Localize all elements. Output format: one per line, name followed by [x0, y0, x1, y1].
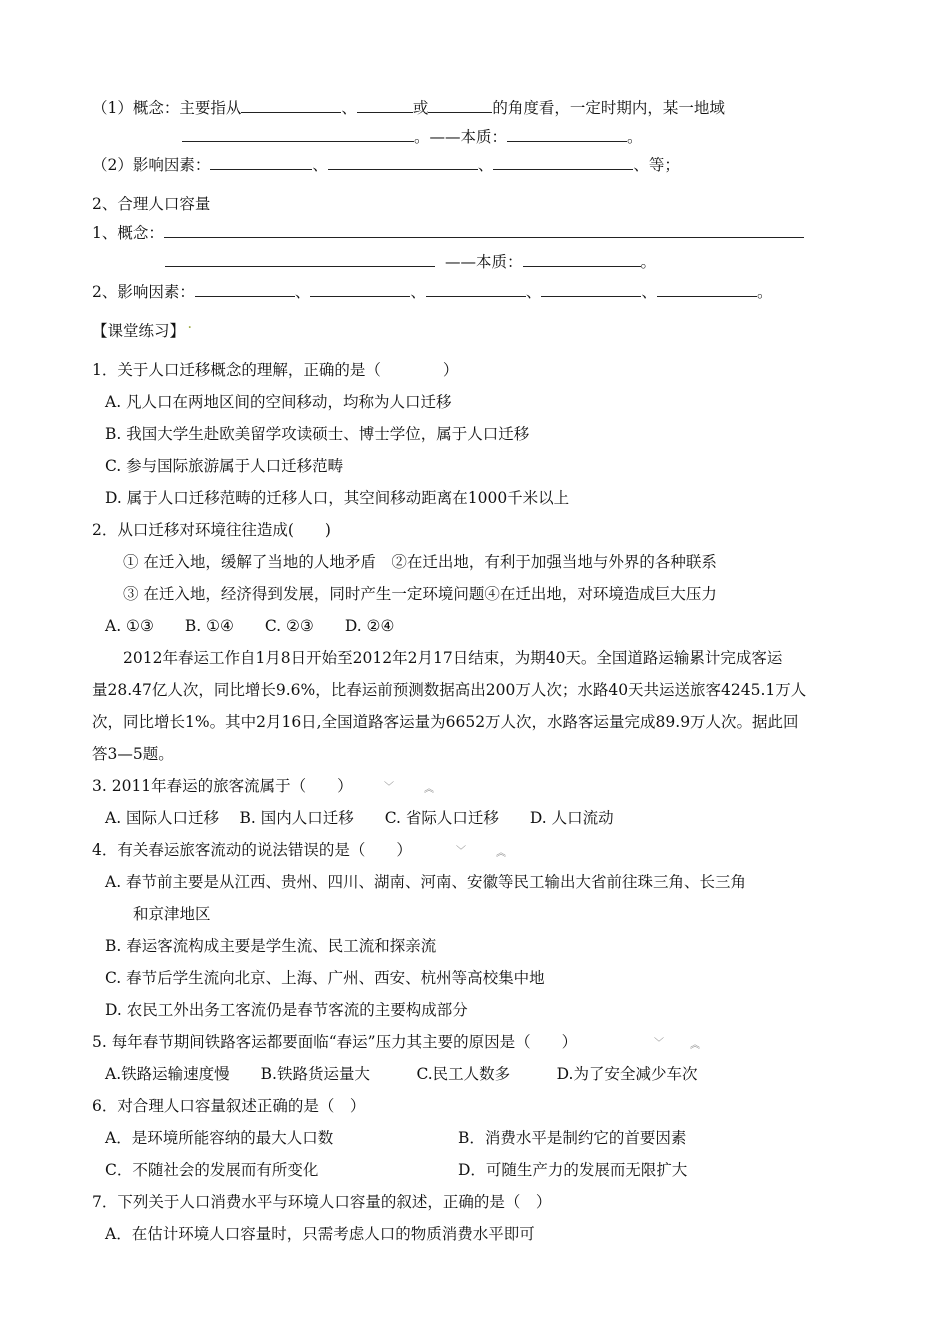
q4-option-c[interactable]: C. 春节后学生流向北京、上海、广州、西安、杭州等高校集中地: [105, 969, 545, 987]
q7-stem: 7．下列关于人口消费水平与环境人口容量的叙述，正确的是（ ）: [92, 1193, 552, 1211]
blank-12[interactable]: [195, 282, 295, 297]
passage-line-4: 答3—5题。: [92, 745, 174, 763]
separator: 、: [525, 283, 542, 301]
stray-mark: ﹀: [456, 846, 466, 857]
blank-5[interactable]: [507, 127, 627, 142]
blank-14[interactable]: [426, 282, 526, 297]
q6-option-a[interactable]: A．是环境所能容纳的最大人口数: [105, 1129, 334, 1147]
blank-13[interactable]: [310, 282, 410, 297]
separator: 、: [312, 156, 328, 174]
period: 。: [627, 128, 643, 146]
passage-line-3: 次，同比增长1%。其中2月16日,全国道路客运量为6652万人次，水路客运量完成89.9万人次。据此回: [92, 713, 799, 731]
capacity-concept-line: [92, 223, 804, 243]
q7-option-a[interactable]: A．在估计环境人口容量时，只需考虑人口的物质消费水平即可: [105, 1225, 535, 1243]
essence-label: ——本质：: [445, 253, 523, 271]
blank-2[interactable]: [357, 98, 413, 113]
q6-option-d[interactable]: D．可随生产力的发展而无限扩大: [458, 1161, 688, 1179]
factors-label: （2）影响因素：: [92, 156, 211, 174]
q6-option-c[interactable]: C．不随社会的发展而有所变化: [105, 1161, 319, 1179]
capacity-essence-line: [165, 252, 656, 272]
q1-option-b[interactable]: B. 我国大学生赴欧美留学攻读硕士、博士学位，属于人口迁移: [105, 425, 530, 443]
q4-option-b[interactable]: B. 春运客流构成主要是学生流、民工流和探亲流: [105, 937, 437, 955]
q2-stem: 2．从口迁移对环境往往造成( ): [92, 521, 331, 539]
stray-mark: ︽: [424, 784, 434, 795]
practice-heading: 【课堂练习】: [92, 322, 186, 340]
period: 。: [756, 283, 773, 301]
q1-stem: 1．关于人口迁移概念的理解，正确的是（ ）: [92, 361, 459, 379]
separator: 、: [341, 99, 357, 117]
essence-label: 。——本质：: [414, 128, 508, 146]
q4-stem: 4．有关春运旅客流动的说法错误的是（ ）: [92, 841, 412, 859]
blank-1[interactable]: [241, 98, 341, 113]
q3-stem: 3. 2011年春运的旅客流属于（ ）: [92, 777, 353, 795]
stray-mark: ︽: [496, 848, 506, 859]
section2-heading: 2、合理人口容量: [92, 195, 211, 213]
q1-option-d[interactable]: D. 属于人口迁移范畴的迁移人口，其空间移动距离在1000千米以上: [105, 489, 570, 507]
passage-line-2: 量28.47亿人次，同比增长9.6%，比春运前预测数据高出200万人次；水路40天共运送旅客4245.1万人: [92, 681, 807, 699]
blank-10[interactable]: [165, 252, 435, 267]
q6-option-b[interactable]: B．消费水平是制约它的首要因素: [458, 1129, 687, 1147]
factors-label: 2、影响因素：: [92, 283, 195, 301]
factors-line: [92, 155, 680, 175]
q2-item-2: ③ 在迁入地，经济得到发展，同时产生一定环境问题④在迁出地，对环境造成巨大压力: [123, 585, 717, 603]
q6-stem: 6．对合理人口容量叙述正确的是（ ）: [92, 1097, 366, 1115]
etc-text: 、等；: [633, 156, 680, 174]
q3-options[interactable]: A. 国际人口迁移 B. 国内人口迁移 C. 省际人口迁移 D. 人口流动: [105, 809, 614, 827]
q2-options[interactable]: A. ①③ B. ①④ C. ②③ D. ②④: [105, 617, 395, 635]
q4-option-a[interactable]: A. 春节前主要是从江西、贵州、四川、湖南、河南、安徽等民工输出大省前往珠三角、长三角: [105, 873, 747, 891]
blank-3[interactable]: [428, 98, 492, 113]
passage-line-1: 2012年春运工作自1月8日开始至2012年2月17日结束，为期40天。全国道路运输累计完成客运: [123, 649, 783, 667]
stray-mark: ︽: [690, 1040, 700, 1051]
q4-option-d[interactable]: D. 农民工外出务工客流仍是春节客流的主要构成部分: [105, 1001, 468, 1019]
blank-4[interactable]: [182, 127, 414, 142]
separator: 、: [294, 283, 311, 301]
blank-7[interactable]: [328, 155, 478, 170]
blank-9[interactable]: [164, 223, 804, 238]
blank-16[interactable]: [657, 282, 757, 297]
q5-options[interactable]: A.铁路运输速度慢 B.铁路货运量大 C.民工人数多 D.为了安全减少车次: [105, 1065, 698, 1083]
stray-mark: ﹀: [384, 782, 394, 793]
or-text: 或: [412, 99, 429, 117]
blank-8[interactable]: [493, 155, 633, 170]
q5-stem: 5. 每年春节期间铁路客运都要面临“春运”压力其主要的原因是（ ）: [92, 1033, 578, 1051]
separator: 、: [641, 283, 657, 301]
stray-mark: ﹀: [654, 1038, 664, 1049]
blank-11[interactable]: [523, 252, 641, 267]
blank-6[interactable]: [210, 155, 312, 170]
concept-line-1: [92, 98, 725, 118]
q4-option-a-cont[interactable]: 和京津地区: [133, 905, 211, 923]
q2-item-1: ① 在迁入地，缓解了当地的人地矛盾 ②在迁出地，有利于加强当地与外界的各种联系: [123, 553, 717, 571]
period: 。: [640, 253, 657, 271]
separator: 、: [410, 283, 426, 301]
q1-option-c[interactable]: C. 参与国际旅游属于人口迁移范畴: [105, 457, 344, 475]
concept-line-2: [182, 127, 643, 147]
blank-15[interactable]: [541, 282, 641, 297]
concept-label: （1）概念：主要指从: [92, 99, 242, 117]
separator: 、: [477, 156, 494, 174]
q1-option-a[interactable]: A. 凡人口在两地区间的空间移动，均称为人口迁移: [105, 393, 452, 411]
concept-text: 的角度看，一定时期内，某一地域: [492, 99, 725, 117]
capacity-concept-label: 1、概念：: [92, 224, 164, 242]
capacity-factors-line: [92, 282, 772, 302]
stray-dot: .: [188, 320, 192, 331]
